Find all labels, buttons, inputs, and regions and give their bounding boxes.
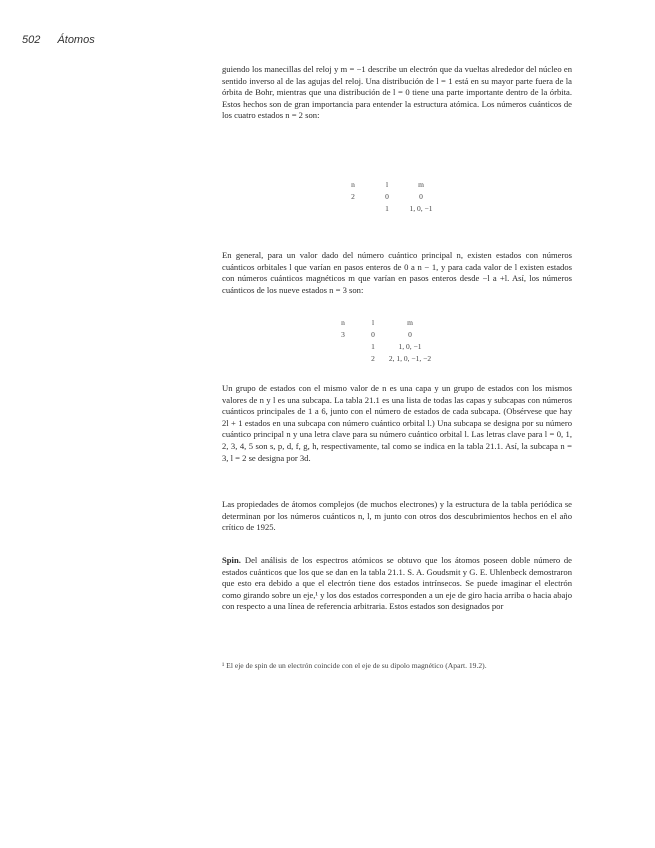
table-row [336,203,438,215]
quantum-numbers-table-n2 [336,179,438,215]
table-row [336,191,438,203]
cell-l: 0 [371,330,375,339]
header-l: l [371,318,375,327]
running-head [22,34,95,46]
quantum-numbers-table-n3 [328,317,432,365]
paragraph-general: En general, para un valor dado del número cuántico principal n, existen estados con números cuánticos orbitales l que varían en pasos enteros de 0 a n − 1, y para cada valor de l existen estados con números cuánticos magnéticos m que varían en pasos enteros desde −l a +l. Así, los números cuánticos de los nueve estados n = 3 son: [222,250,572,295]
cell-l: 2 [371,354,375,363]
table-row [328,353,432,365]
paragraph-spin-body: Del análisis de los espectros atómicos se obtuvo que los átomos poseen doble número de estados cuánticos que los que se dan en la tabla 21.1. S. A. Goudsmit y G. E. Uhlenbeck demostraron que esto era debido a que el electrón tiene dos estados intrínsecos. Se puede imaginar el electrón como girando sobre un eje,¹ y los dos estados corresponden a un eje de giro hacia arriba o hacia abajo con respecto a una línea de referencia arbitraria. Estos estados son designados por [222,555,572,612]
header-m: m [407,318,413,327]
header-m: m [418,180,424,189]
section-runin-spin: Spin. [222,555,241,565]
cell-l: 1 [371,342,375,351]
paragraph-complex-atoms: Las propiedades de átomos complejos (de muchos electrones) y la estructura de la tabla periódica se determinan por los números cuánticos n, l, m junto con otros dos descubrimientos hechos en el año crítico de 1925. [222,499,572,533]
cell-m: 2, 1, 0, −1, −2 [388,354,432,363]
table-header-row [336,179,438,191]
cell-n [328,341,358,353]
table-header-row [328,317,432,329]
table-row [328,329,432,341]
header-l: l [385,180,389,189]
cell-n [336,203,370,215]
cell-m: 0 [419,192,423,201]
cell-n: 2 [351,192,355,201]
cell-l: 0 [385,192,389,201]
paragraph-spin [222,555,572,613]
chapter-title: Átomos [57,34,95,46]
cell-n [328,353,358,365]
table-row [328,341,432,353]
header-n: n [341,318,345,327]
footnote: ¹ El eje de spin de un electrón coincide con el eje de su dipolo magnético (Apart. 19.2). [222,661,487,670]
cell-m: 1, 0, −1 [398,342,422,351]
cell-m: 0 [408,330,412,339]
header-n: n [351,180,355,189]
cell-l: 1 [385,204,389,213]
paragraph-intro: guiendo los manecillas del reloj y m = −1 describe un electrón que da vueltas alrededor del núcleo en sentido inverso al de las agujas del reloj. Una distribución de l = 1 está en su mayor parte fuera de la órbita de Bohr, mientras que una distribución de l = 0 tiene una parte importante dentro de la órbita. Estos hechos son de gran importancia para entender la estructura atómica. Los números cuánticos de los cuatro estados n = 2 son: [222,64,572,121]
page-number: 502 [22,34,41,46]
cell-m: 1, 0, −1 [409,204,433,213]
cell-n: 3 [341,330,345,339]
paragraph-shells: Un grupo de estados con el mismo valor de n es una capa y un grupo de estados con los mismos valores de n y l es una subcapa. La tabla 21.1 es una lista de todas las capas y subcapas con números cuánticos principales de 1 a 6, junto con el número de estados de cada subcapa. (Obsérvese que hay 2l + 1 estados en una subcapa con número cuántico orbital l.) Una subcapa se designa por su número cuántico principal n y una letra clave para su número cuántico orbital l. Las letras clave para l = 0, 1, 2, 3, 4, 5 son s, p, d, f, g, h, respectivamente, tal como se indica en la tabla 21.1. Así, la subcapa n = 3, l = 2 se designa por 3d. [222,383,572,463]
